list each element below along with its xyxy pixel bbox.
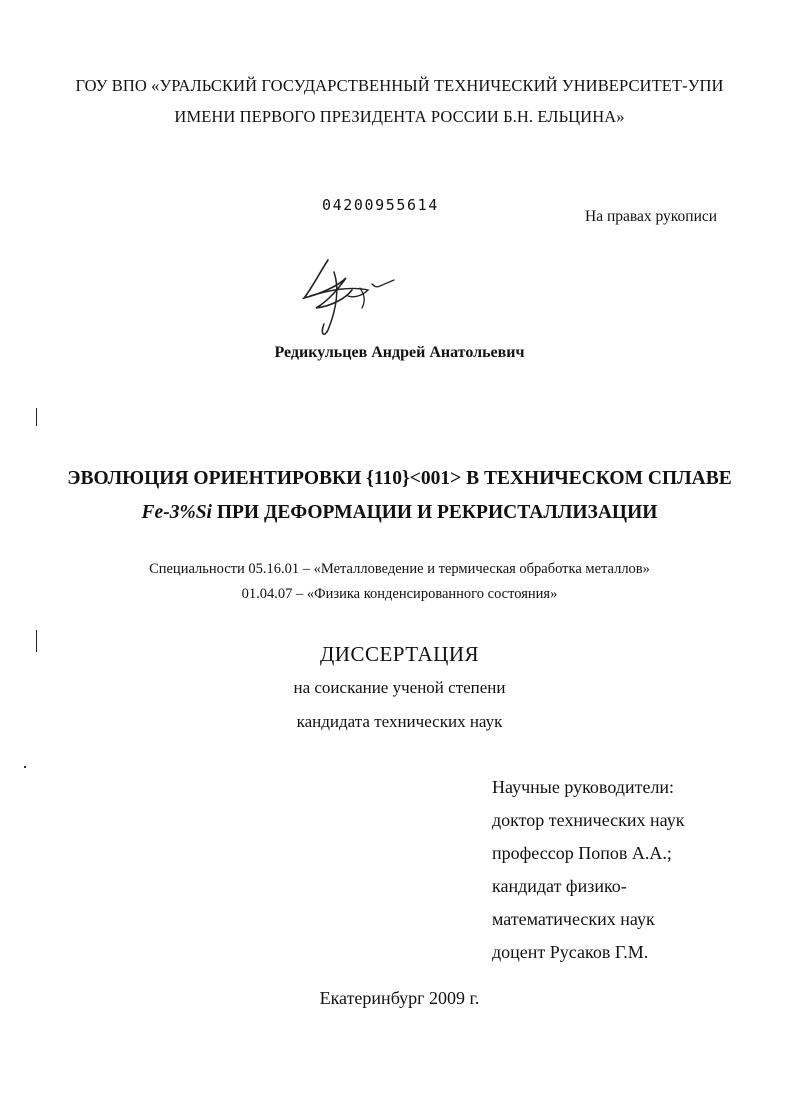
supervisor-line: кандидат физико- (492, 876, 627, 896)
specialty-line-2: 01.04.07 – «Физика конденсированного состояния» (241, 586, 558, 602)
supervisors-block (492, 771, 685, 969)
scan-dot (24, 766, 26, 768)
organization-line-2: ИМЕНИ ПЕРВОГО ПРЕЗИДЕНТА РОССИИ Б.Н. ЕЛЬЦИНА» (174, 107, 625, 126)
supervisor-line: профессор Попов А.А.; (492, 843, 672, 863)
degree-line-1: на соискание ученой степени (293, 678, 506, 697)
catalog-number: 04200955614 (322, 196, 439, 214)
specialty-line-1: Специальности 05.16.01 – «Металловедение и термическая обработка металлов» (149, 561, 650, 577)
degree-line-2: кандидата технических наук (296, 712, 503, 731)
title-formula: Fe-3%Si (141, 502, 212, 523)
scan-mark (36, 408, 37, 426)
title-line-2-rest: ПРИ ДЕФОРМАЦИИ И РЕКРИСТАЛЛИЗАЦИИ (211, 502, 658, 523)
title-line-2 (0, 496, 799, 530)
document-type: ДИССЕРТАЦИЯ (319, 642, 480, 666)
title-line-1: ЭВОЛЮЦИЯ ОРИЕНТИРОВКИ {110}<001> В ТЕХНИЧЕСКОМ СПЛАВЕ (67, 468, 732, 489)
signature-image (290, 250, 410, 340)
rights-note: На правах рукописи (585, 208, 718, 225)
organization-line-1: ГОУ ВПО «УРАЛЬСКИЙ ГОСУДАРСТВЕННЫЙ ТЕХНИЧЕСКИЙ УНИВЕРСИТЕТ-УПИ (75, 76, 724, 95)
city-year: Екатеринбург 2009 г. (319, 988, 480, 1008)
supervisors-heading: Научные руководители: (492, 777, 675, 797)
author-name: Редикульцев Андрей Анатольевич (274, 344, 525, 361)
supervisor-line: доцент Русаков Г.М. (492, 942, 649, 962)
supervisor-line: математических наук (492, 909, 655, 929)
supervisor-line: доктор технических наук (492, 810, 685, 830)
thesis-title (0, 462, 799, 530)
